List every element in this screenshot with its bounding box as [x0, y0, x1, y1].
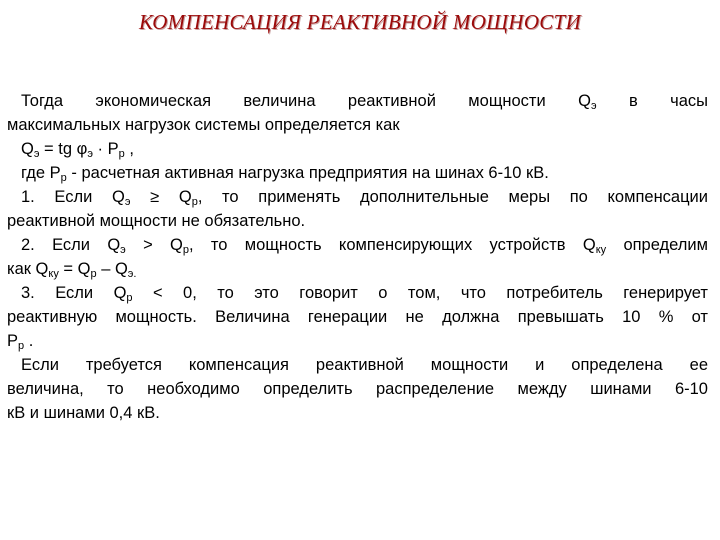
case2-c: , то мощность компенсирующих устройств Q [189, 236, 596, 254]
subscript: э [590, 100, 597, 112]
subscript: р [191, 196, 198, 208]
subscript: э [124, 196, 131, 208]
where-text: - расчетная активная нагрузка предприятия на шинах 6-10 кВ. [66, 164, 549, 182]
case2-line-1 [7, 233, 708, 257]
case3-b: < 0, то это говорит о том, что потребитель генерирует [132, 284, 708, 302]
case3-line-1 [7, 281, 708, 305]
case1-a: 1. Если Q [21, 188, 125, 206]
case2-d: определим [606, 236, 708, 254]
subscript: р [18, 340, 25, 352]
case3-line-3 [7, 329, 708, 353]
case3-a: 3. Если Q [21, 284, 127, 302]
intro-line-1 [7, 89, 708, 113]
case2-line-2 [7, 257, 708, 281]
case3-line-2: реактивную мощность. Величина генерации не должна превышать 10 % от [7, 308, 708, 326]
intro-text-end: в часы [596, 92, 708, 110]
formula-q: Q [21, 140, 34, 158]
case2-a: 2. Если Q [21, 236, 121, 254]
formula-dot: · P [92, 140, 119, 158]
case2-l2a: как Q [7, 260, 49, 278]
case1-c: , то применять дополнительные меры по компенсации [197, 188, 708, 206]
closing-line-2: величина, то необходимо определить распределение между шинами 6-10 [7, 380, 708, 398]
case2-l2b: = Q [58, 260, 91, 278]
slide-body [7, 89, 708, 425]
subscript: р [126, 292, 133, 304]
subscript: э [120, 244, 126, 256]
formula-eq: = tg φ [39, 140, 88, 158]
case1-b: ≥ Q [130, 188, 192, 206]
case3-l3b: . [24, 332, 34, 350]
subscript: ку [595, 244, 607, 256]
subscript: э [33, 148, 40, 160]
case1-line-2: реактивной мощности не обязательно. [7, 212, 306, 230]
subscript: э. [127, 268, 137, 280]
subscript: э [87, 148, 93, 160]
subscript: р [90, 268, 97, 280]
subscript: р [60, 172, 67, 184]
formula-line [7, 137, 708, 161]
intro-line-2: максимальных нагрузок системы определяется как [7, 116, 400, 134]
subscript: р [182, 244, 190, 256]
subscript: р [118, 148, 125, 160]
formula-end: , [124, 140, 134, 158]
subscript: ку [48, 268, 59, 280]
where-prefix: где P [21, 164, 61, 182]
case2-b: > Q [125, 236, 183, 254]
case2-l2c: – Q [96, 260, 128, 278]
intro-text: Тогда экономическая величина реактивной мощности Q [21, 92, 591, 110]
slide-title: КОМПЕНСАЦИЯ РЕАКТИВНОЙ МОЩНОСТИ [138, 10, 582, 34]
case1-line-1 [7, 185, 708, 209]
closing-line-1: Если требуется компенсация реактивной мощности и определена ее [21, 356, 708, 374]
closing-line-3: кВ и шинами 0,4 кВ. [7, 404, 160, 422]
where-line [7, 161, 708, 185]
case3-l3a: P [7, 332, 19, 350]
